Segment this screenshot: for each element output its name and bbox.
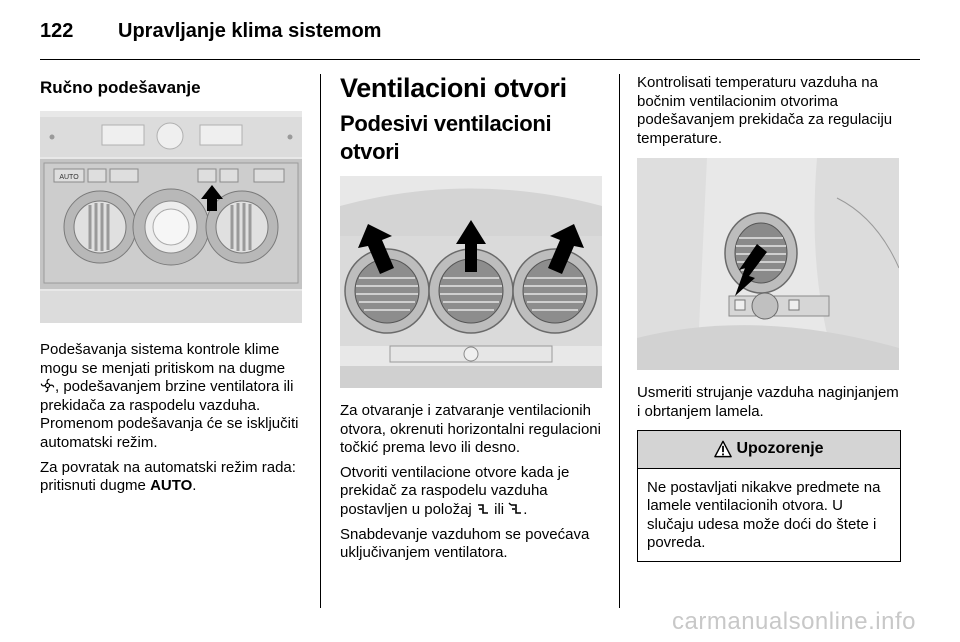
paragraph: Kontrolisati temperaturu vazduha na bočnim ventilacionim otvorima podešavanjem prekidača za regulaciju temperature. bbox=[637, 74, 893, 147]
watermark: carmanualsonline.info bbox=[672, 608, 916, 635]
column-middle bbox=[340, 74, 604, 563]
fan-icon bbox=[40, 378, 55, 393]
auto-keyword: AUTO bbox=[150, 477, 193, 495]
page-header bbox=[40, 18, 920, 60]
warning-header bbox=[638, 431, 900, 469]
paragraph: Otvoriti ventilacione otvore kada je prekidač za raspodelu vazduha postavljen u položaj ili . bbox=[340, 463, 570, 518]
column-left bbox=[40, 74, 304, 496]
warning-heading: Upozorenje bbox=[736, 440, 824, 458]
climate-control-panel-illustration bbox=[40, 111, 302, 323]
page-number: 122 bbox=[40, 20, 74, 42]
warning-triangle-icon bbox=[714, 440, 732, 458]
column-right bbox=[637, 74, 901, 562]
warning-box bbox=[637, 430, 901, 562]
section-subtitle-adjustable-vents: Podesivi ventilacioni otvori bbox=[340, 111, 552, 164]
paragraph: Snabdevanje vazduhom se povećava uključivanjem ventilatora. bbox=[340, 525, 590, 562]
section-heading-manual: Ručno podešavanje bbox=[40, 78, 201, 97]
air-distribution-head-icon bbox=[476, 502, 490, 516]
column-divider bbox=[619, 74, 620, 608]
warning-text: Ne postavljati nikakve predmete na lamele ventilacionih otvora. U slučaju udesa može doći do štete i povreda. bbox=[647, 478, 881, 552]
section-title-vents: Ventilacioni otvori bbox=[340, 73, 567, 103]
auto-button-label: AUTO bbox=[59, 174, 79, 181]
running-title: Upravljanje klima sistemom bbox=[118, 20, 382, 42]
side-vent-illustration bbox=[637, 158, 899, 370]
paragraph: Podešavanja sistema kontrole klime mogu se menjati pritiskom na dugme , podešavanjem brzine ventilatora ili prekidača za raspodelu vazduha. Promenom podešavanja će se isključiti automatski režim. bbox=[40, 341, 299, 451]
air-distribution-head-feet-icon bbox=[508, 502, 523, 516]
center-vents-illustration bbox=[340, 176, 602, 388]
paragraph: Za otvaranje i zatvaranje ventilacionih otvora, okrenuti horizontalni regulacioni točkić prema levo ili desno. bbox=[340, 402, 601, 457]
paragraph: Usmeriti strujanje vazduha naginjanjem i obrtanjem lamela. bbox=[637, 384, 899, 420]
column-divider bbox=[320, 74, 321, 608]
paragraph: Za povratak na automatski režim rada: pritisnuti dugme AUTO. bbox=[40, 458, 296, 495]
